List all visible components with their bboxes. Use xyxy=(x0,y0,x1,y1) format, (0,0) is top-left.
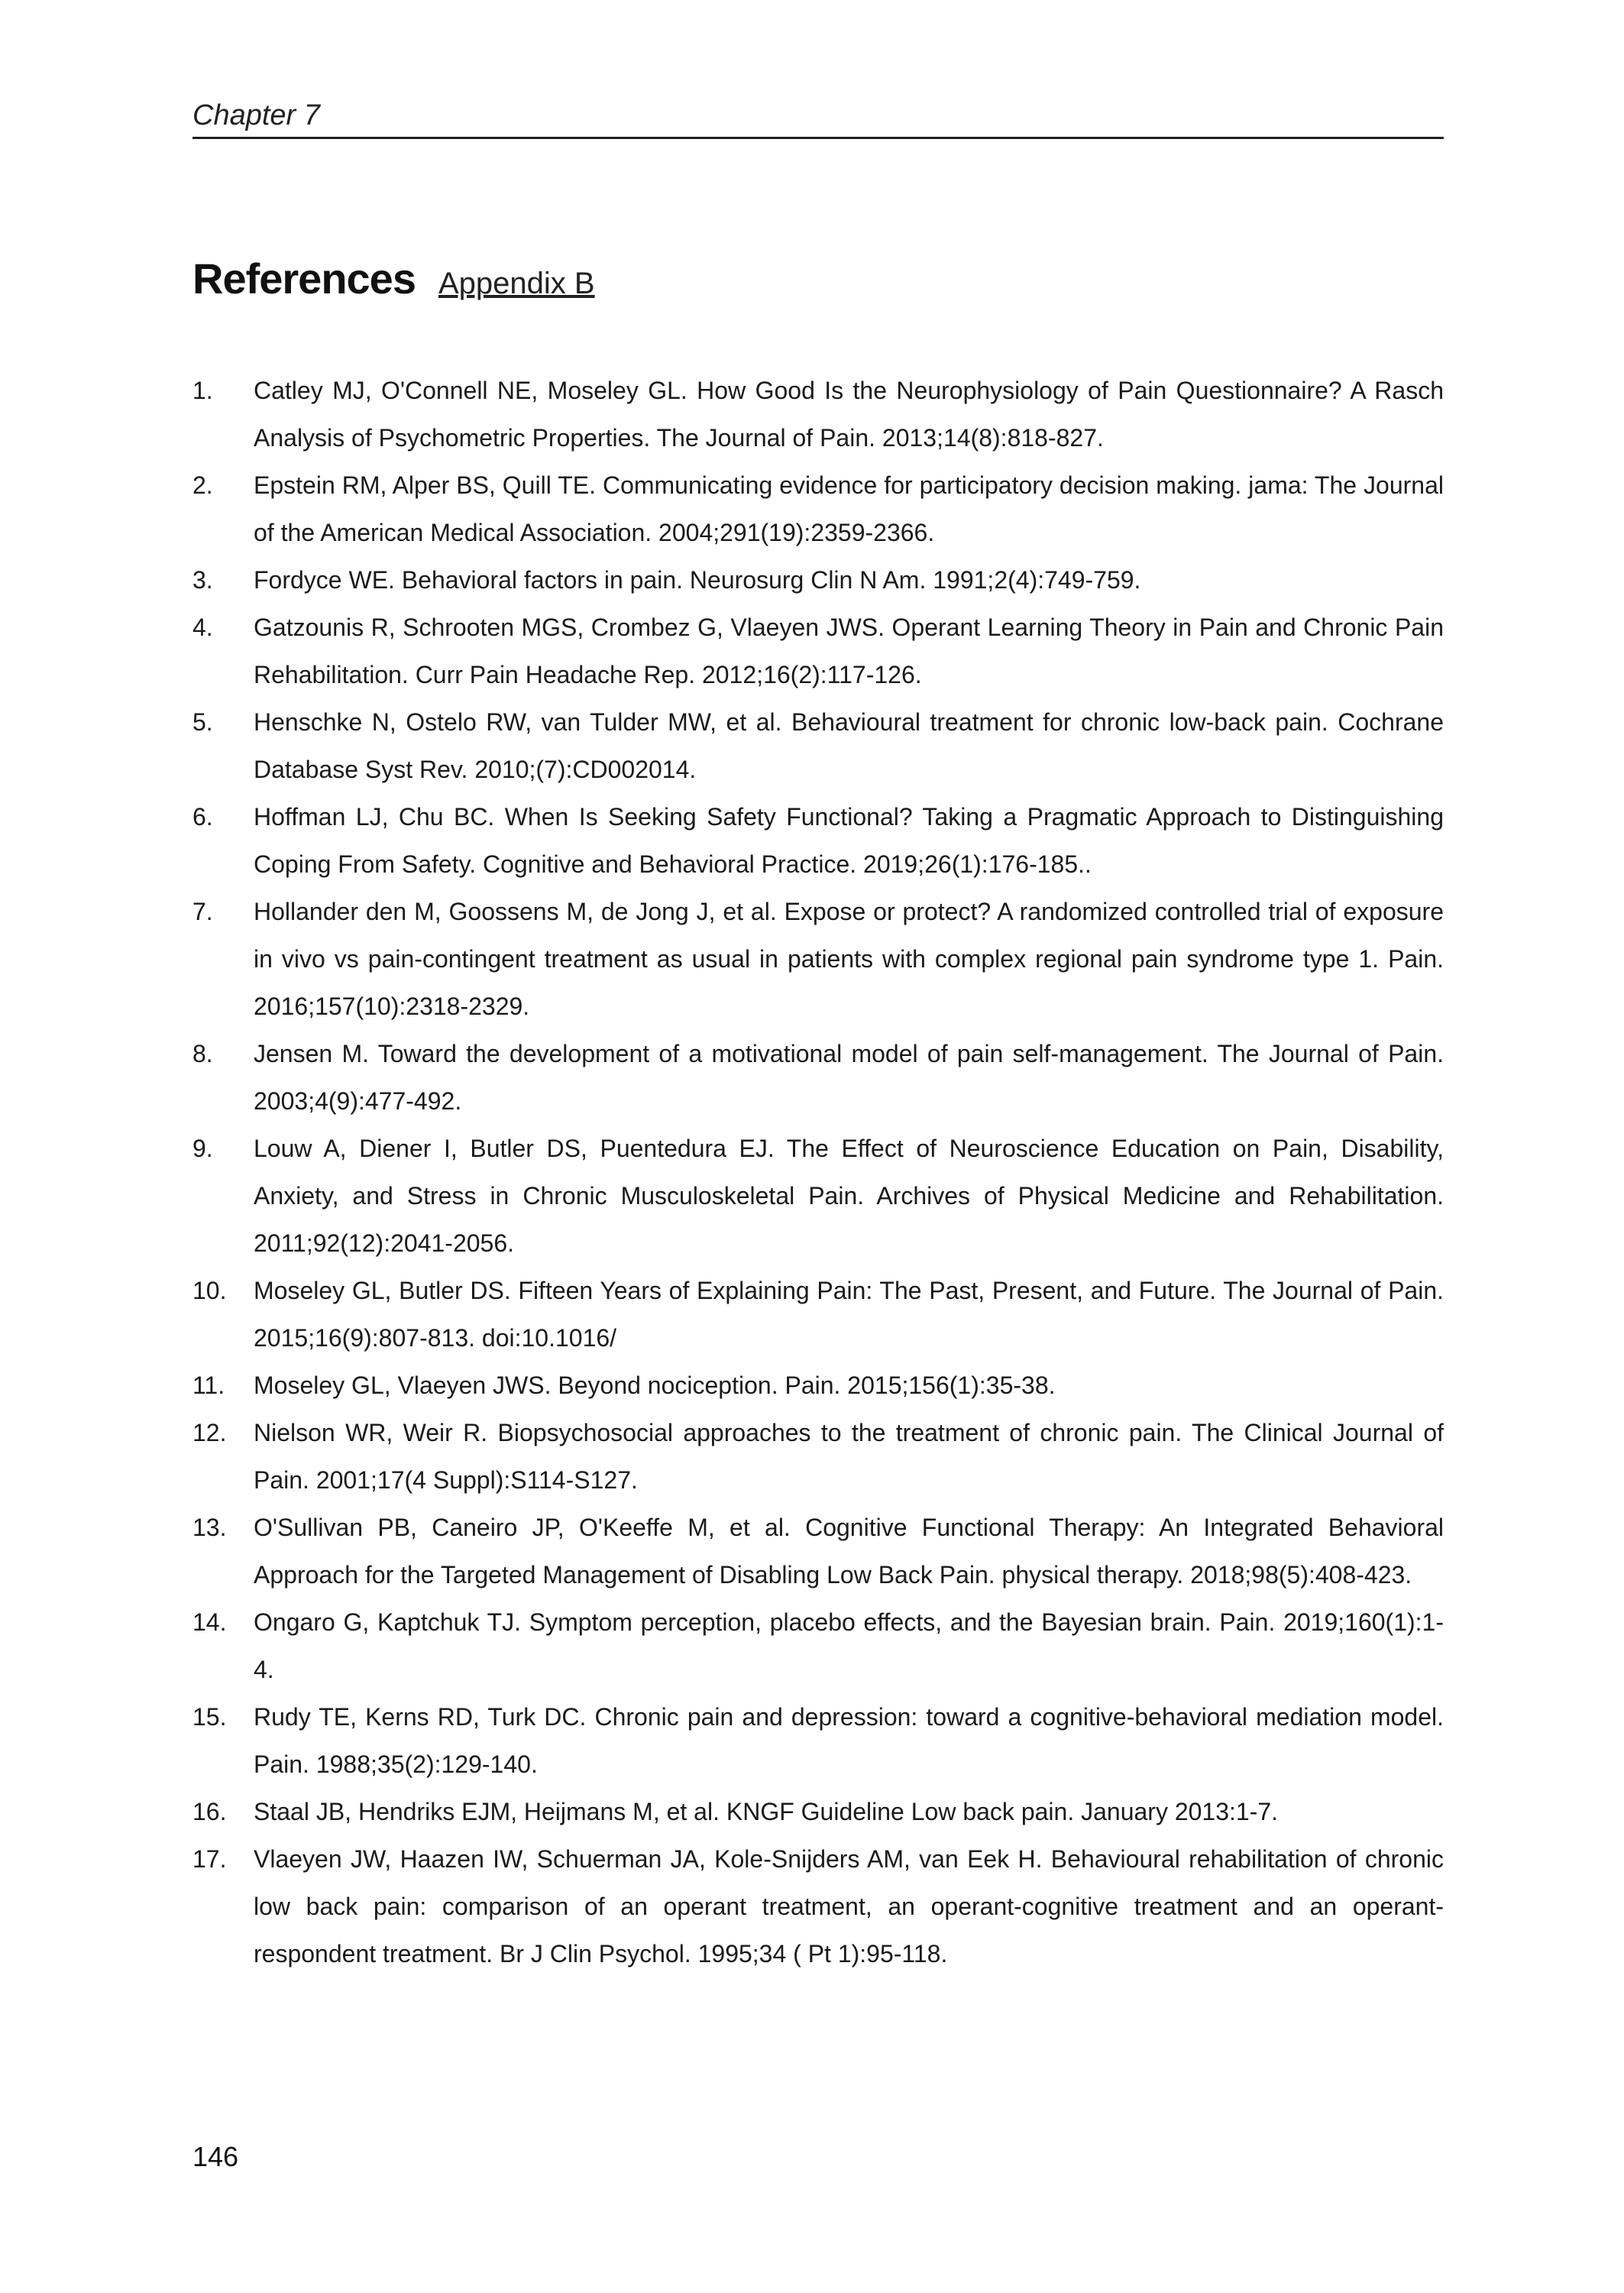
reference-item xyxy=(192,698,1444,793)
appendix-label: Appendix B xyxy=(438,267,595,300)
reference-item xyxy=(192,1835,1444,1977)
reference-text: Hollander den M, Goossens M, de Jong J, et al. Expose or protect? A randomized controlled trial of exposure in vivo vs pain-contingent treatment as usual in patients with complex regional pain syndrome type 1. Pain. 2016;157(10):2318-2329. xyxy=(254,898,1444,1020)
reference-item xyxy=(192,1504,1444,1598)
reference-number: 6. xyxy=(192,803,213,831)
reference-text: Epstein RM, Alper BS, Quill TE. Communicating evidence for participatory decision making. jama: The Journal of the American Medical Association. 2004;291(19):2359-2366. xyxy=(254,471,1444,546)
reference-item xyxy=(192,1362,1444,1409)
reference-number: 7. xyxy=(192,898,213,925)
page-title: References xyxy=(192,254,416,303)
reference-item xyxy=(192,1409,1444,1504)
reference-number: 16. xyxy=(192,1798,227,1825)
reference-number: 1. xyxy=(192,377,213,404)
reference-item xyxy=(192,604,1444,698)
reference-text: Moseley GL, Vlaeyen JWS. Beyond nociception. Pain. 2015;156(1):35-38. xyxy=(254,1372,1056,1399)
reference-item xyxy=(192,793,1444,888)
reference-item xyxy=(192,1030,1444,1125)
reference-text: Moseley GL, Butler DS. Fifteen Years of Explaining Pain: The Past, Present, and Future. The Journal of Pain. 2015;16(9):807-813. doi:10.1016/ xyxy=(254,1277,1444,1352)
reference-number: 11. xyxy=(192,1372,225,1399)
reference-text: Louw A, Diener I, Butler DS, Puentedura EJ. The Effect of Neuroscience Education on Pain, Disability, Anxiety, and Stress in Chronic Musculoskeletal Pain. Archives of Physical Medicine and Rehabilitation. 2011;92(12):2041-2056. xyxy=(254,1135,1444,1257)
reference-number: 3. xyxy=(192,566,213,594)
reference-text: Catley MJ, O'Connell NE, Moseley GL. How Good Is the Neurophysiology of Pain Questionnaire? A Rasch Analysis of Psychometric Properties. The Journal of Pain. 2013;14(8):818-827. xyxy=(254,377,1444,452)
reference-item xyxy=(192,1693,1444,1788)
reference-text: Staal JB, Hendriks EJM, Heijmans M, et al. KNGF Guideline Low back pain. January 2013:1-7. xyxy=(254,1798,1279,1825)
reference-item xyxy=(192,1598,1444,1693)
reference-item xyxy=(192,367,1444,462)
reference-text: Henschke N, Ostelo RW, van Tulder MW, et al. Behavioural treatment for chronic low-back pain. Cochrane Database Syst Rev. 2010;(7):CD002014. xyxy=(254,708,1444,783)
reference-number: 9. xyxy=(192,1135,213,1162)
reference-number: 8. xyxy=(192,1040,213,1067)
reference-item xyxy=(192,1788,1444,1835)
reference-number: 15. xyxy=(192,1703,227,1731)
reference-number: 2. xyxy=(192,471,213,499)
page-number: 146 xyxy=(192,2141,239,2172)
reference-text: Jensen M. Toward the development of a motivational model of pain self-management. The Journal of Pain. 2003;4(9):477-492. xyxy=(254,1040,1444,1115)
reference-number: 4. xyxy=(192,614,213,641)
reference-item xyxy=(192,556,1444,604)
reference-text: Fordyce WE. Behavioral factors in pain. Neurosurg Clin N Am. 1991;2(4):749-759. xyxy=(254,566,1141,594)
reference-text: Gatzounis R, Schrooten MGS, Crombez G, Vlaeyen JWS. Operant Learning Theory in Pain and Chronic Pain Rehabilitation. Curr Pain Headache Rep. 2012;16(2):117-126. xyxy=(254,614,1444,688)
running-header xyxy=(192,99,1444,139)
reference-number: 17. xyxy=(192,1845,227,1873)
reference-item xyxy=(192,1267,1444,1362)
reference-list xyxy=(192,367,1444,1977)
reference-text: Hoffman LJ, Chu BC. When Is Seeking Safety Functional? Taking a Pragmatic Approach to Distinguishing Coping From Safety. Cognitive and Behavioral Practice. 2019;26(1):176-185.. xyxy=(254,803,1444,878)
reference-number: 5. xyxy=(192,708,213,736)
section-heading xyxy=(192,254,1444,303)
reference-item xyxy=(192,462,1444,556)
reference-text: Nielson WR, Weir R. Biopsychosocial approaches to the treatment of chronic pain. The Clinical Journal of Pain. 2001;17(4 Suppl):S114-S127. xyxy=(254,1419,1444,1494)
reference-item xyxy=(192,888,1444,1030)
reference-text: Rudy TE, Kerns RD, Turk DC. Chronic pain and depression: toward a cognitive-behavioral mediation model. Pain. 1988;35(2):129-140. xyxy=(254,1703,1444,1778)
chapter-label: Chapter 7 xyxy=(192,99,320,131)
reference-number: 13. xyxy=(192,1514,227,1541)
reference-text: Ongaro G, Kaptchuk TJ. Symptom perception, placebo effects, and the Bayesian brain. Pain. 2019;160(1):1-4. xyxy=(254,1608,1444,1683)
reference-number: 12. xyxy=(192,1419,227,1446)
reference-number: 10. xyxy=(192,1277,227,1304)
reference-item xyxy=(192,1125,1444,1267)
reference-text: O'Sullivan PB, Caneiro JP, O'Keeffe M, et al. Cognitive Functional Therapy: An Integrated Behavioral Approach for the Targeted Management of Disabling Low Back Pain. physical therapy. 2018;98(5):408-423. xyxy=(254,1514,1444,1589)
reference-text: Vlaeyen JW, Haazen IW, Schuerman JA, Kole-Snijders AM, van Eek H. Behavioural rehabilitation of chronic low back pain: comparison of an operant treatment, an operant-cognitive treatment and an operant-respondent treatment. Br J Clin Psychol. 1995;34 ( Pt 1):95-118. xyxy=(254,1845,1444,1968)
reference-number: 14. xyxy=(192,1608,227,1636)
